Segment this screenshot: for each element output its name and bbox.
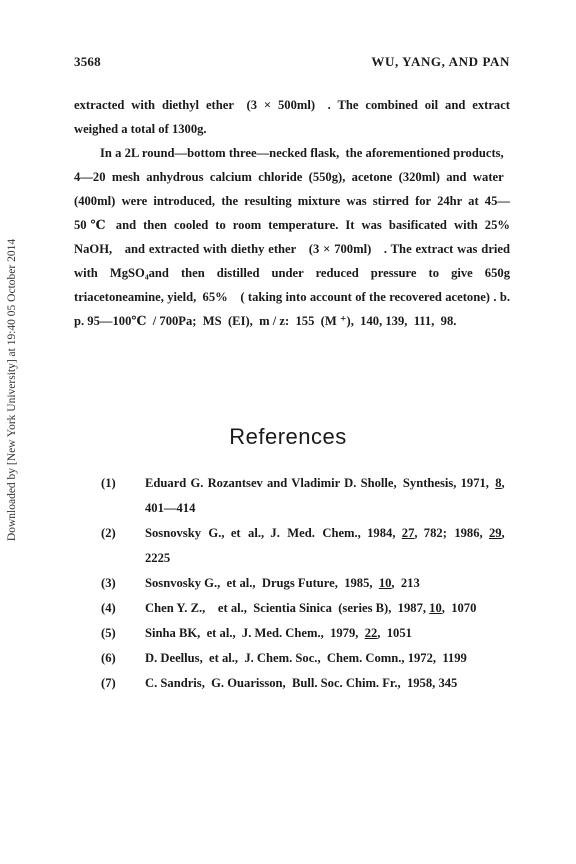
reference-number: (3) <box>101 576 116 590</box>
reference-text <box>145 621 511 646</box>
reference-text <box>145 596 511 621</box>
reference-number: (2) <box>101 526 116 540</box>
reference-text-part: Sosnovsky G., et al., J. Med. Chem., 1984, <box>145 526 402 540</box>
reference-item <box>101 621 511 646</box>
reference-text-part: , 1070 <box>441 601 477 615</box>
references-heading: References <box>229 424 347 449</box>
page-number: 3568 <box>74 54 101 69</box>
reference-item <box>101 571 511 596</box>
reference-item <box>101 471 511 521</box>
volume-number: 22 <box>364 626 378 640</box>
download-watermark <box>0 150 24 630</box>
reference-text-part: , 213 <box>391 576 420 590</box>
reference-text-part: Eduard G. Rozantsev and Vladimir D. Sholle, Synthesis, 1971, <box>145 476 496 490</box>
volume-number: 29 <box>488 526 502 540</box>
reference-text-part: , 401—414 <box>145 476 511 515</box>
reference-item <box>101 671 511 696</box>
download-watermark-text: Downloaded by [New York University] at 19:40 05 October 2014 <box>6 238 18 542</box>
reference-text-part: Sinha BK, et al., J. Med. Chem., 1979, <box>145 626 365 640</box>
reference-text: D. Deellus, et al., J. Chem. Soc., Chem. Comn., 1972, 1199 <box>145 651 467 665</box>
volume-number: 8 <box>495 476 502 490</box>
reference-text <box>145 521 511 571</box>
reference-item <box>101 596 511 621</box>
reference-text-part: , 782; 1986, <box>414 526 489 540</box>
reference-text-part: Chen Y. Z., et al., Scientia Sinica (series B), 1987, <box>145 601 430 615</box>
reference-text-part: , 1051 <box>377 626 412 640</box>
reference-text <box>145 471 511 521</box>
running-head: WU, YANG, AND PAN <box>371 54 510 69</box>
reference-number: (4) <box>101 601 116 615</box>
volume-number: 27 <box>401 526 415 540</box>
reference-item <box>101 646 511 671</box>
volume-number: 10 <box>429 601 442 615</box>
paragraph: extracted with diethyl ether (3 × 500ml) . The combined oil and extract weighed a total of 1300g. <box>74 98 510 136</box>
reference-number: (5) <box>101 626 116 640</box>
paragraph: In a 2L round—bottom three—necked flask, the aforementioned products, 4—20 mesh anhydrous calcium chloride (550g), acetone (320ml) and water (400ml) were introduced, the resulting mixture was stirred for 24hr at 45—50℃ and then cooled to room temperature. It was basificated with 25% NaOH, and extracted with diethy ether (3 × 700ml) . The extract was dried with MgSO₄and then distilled under reduced pressure to give 650g triacetoneamine, yield, 65% ( taking into account of the recovered acetone) . b. p. 95—100℃ / 700Pa; MS (EI), m / z: 155 (M ⁺), 140, 139, 111, 98. <box>74 146 510 328</box>
reference-text: C. Sandris, G. Ouarisson, Bull. Soc. Chim. Fr., 1958, 345 <box>145 676 458 690</box>
reference-number: (1) <box>101 476 116 490</box>
reference-number: (6) <box>101 651 116 665</box>
page-header <box>74 54 510 72</box>
body-text <box>74 93 510 333</box>
volume-number: 10 <box>378 576 392 590</box>
reference-text-part: Sosnvosky G., et al., Drugs Future, 1985, <box>145 576 379 590</box>
reference-number: (7) <box>101 676 116 690</box>
reference-item <box>101 521 511 571</box>
reference-text-part: , 2225 <box>145 526 511 565</box>
reference-text <box>145 571 511 596</box>
reference-list <box>101 471 511 696</box>
